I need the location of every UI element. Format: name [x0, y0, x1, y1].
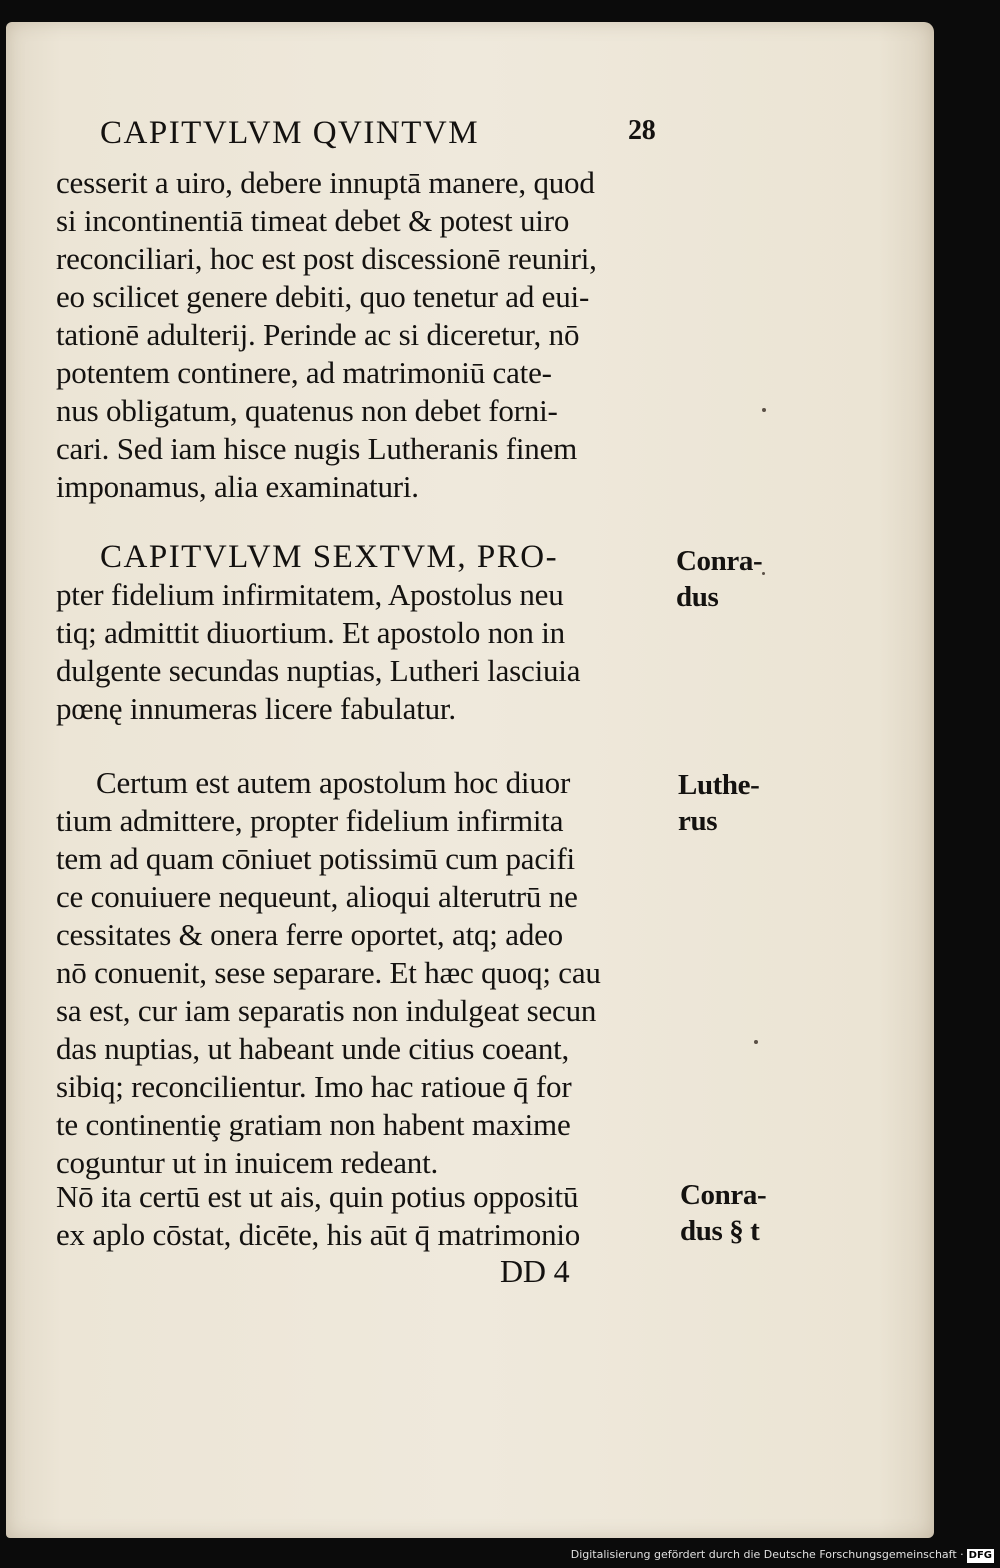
text-line: potentem continere, ad matrimoniū cate-: [56, 355, 552, 390]
text-line: nō conuenit, sese separare. Et hæc quoq; cau: [56, 955, 601, 990]
margin-note-line: Luthe-: [678, 769, 760, 801]
text-line: Certum est autem apostolum hoc diuor: [96, 765, 571, 800]
text-line: cari. Sed iam hisce nugis Lutheranis finem: [56, 431, 578, 466]
text-line: tiq; admittit diuortium. Et apostolo non in: [56, 615, 565, 650]
text-line: tationē adulterij. Perinde ac si diceretur, nō: [56, 317, 580, 352]
text-line: imponamus, alia examinaturi.: [56, 469, 419, 504]
signature-mark: DD 4: [500, 1253, 570, 1289]
margin-note-line: rus: [678, 805, 718, 837]
text-line: tium admittere, propter fidelium infirmita: [56, 803, 564, 838]
margin-note-line: Conra-: [680, 1179, 767, 1211]
text-line: cesserit a uiro, debere innuptā manere, quod: [56, 165, 595, 200]
chapter-title: CAPITVLVM SEXTVM, PRO-: [100, 539, 559, 575]
margin-note-line: dus: [676, 581, 719, 613]
text-line: si incontinentiā timeat debet & potest uiro: [56, 203, 570, 238]
text-line: ex aplo cōstat, dicēte, his aūt q̄ matrimonio: [56, 1217, 581, 1252]
credit-text: Digitalisierung gefördert durch die Deutsche Forschungsgemeinschaft ·: [570, 1548, 964, 1561]
text-line: reconciliari, hoc est post discessionē reuniri,: [56, 241, 597, 276]
text-line: coguntur ut in inuicem redeant.: [56, 1145, 439, 1180]
text-line: cessitates & onera ferre oportet, atq; adeo: [56, 917, 563, 952]
margin-note-line: dus § t: [680, 1215, 760, 1247]
dfg-logo: DFG: [968, 1550, 992, 1561]
text-line: ce conuiuere nequeunt, alioqui alterutrū ne: [56, 879, 578, 914]
text-line: pter fidelium infirmitatem, Apostolus neu: [56, 577, 564, 612]
text-line: nus obligatum, quatenus non debet forni-: [56, 393, 558, 428]
paper-speck: [754, 1040, 758, 1044]
text-line: te continentiȩ gratiam non habent maxime: [56, 1107, 571, 1142]
text-line: Nō ita certū est ut ais, quin potius oppositū: [56, 1179, 579, 1214]
text-line: dulgente secundas nuptias, Lutheri lasciuia: [56, 653, 581, 688]
text-line: pœnę innumeras licere fabulatur.: [56, 691, 456, 726]
text-line: eo scilicet genere debiti, quo tenetur ad eui-: [56, 279, 590, 314]
text-line: das nuptias, ut habeant unde citius coeant,: [56, 1031, 570, 1066]
text-line: sibiq; reconcilientur. Imo hac ratioue q̄ for: [56, 1069, 572, 1104]
text-line: sa est, cur iam separatis non indulgeat secun: [56, 993, 597, 1028]
digitization-credit: [571, 1548, 994, 1562]
text-line: tem ad quam cōniuet potissimū cum pacifi: [56, 841, 575, 876]
running-head: CAPITVLVM QVINTVM: [100, 115, 480, 151]
paper-speck: [762, 408, 766, 412]
folio-number: 28: [628, 115, 656, 146]
margin-note-line: Conra-: [676, 545, 763, 577]
paper-speck: [762, 572, 765, 575]
